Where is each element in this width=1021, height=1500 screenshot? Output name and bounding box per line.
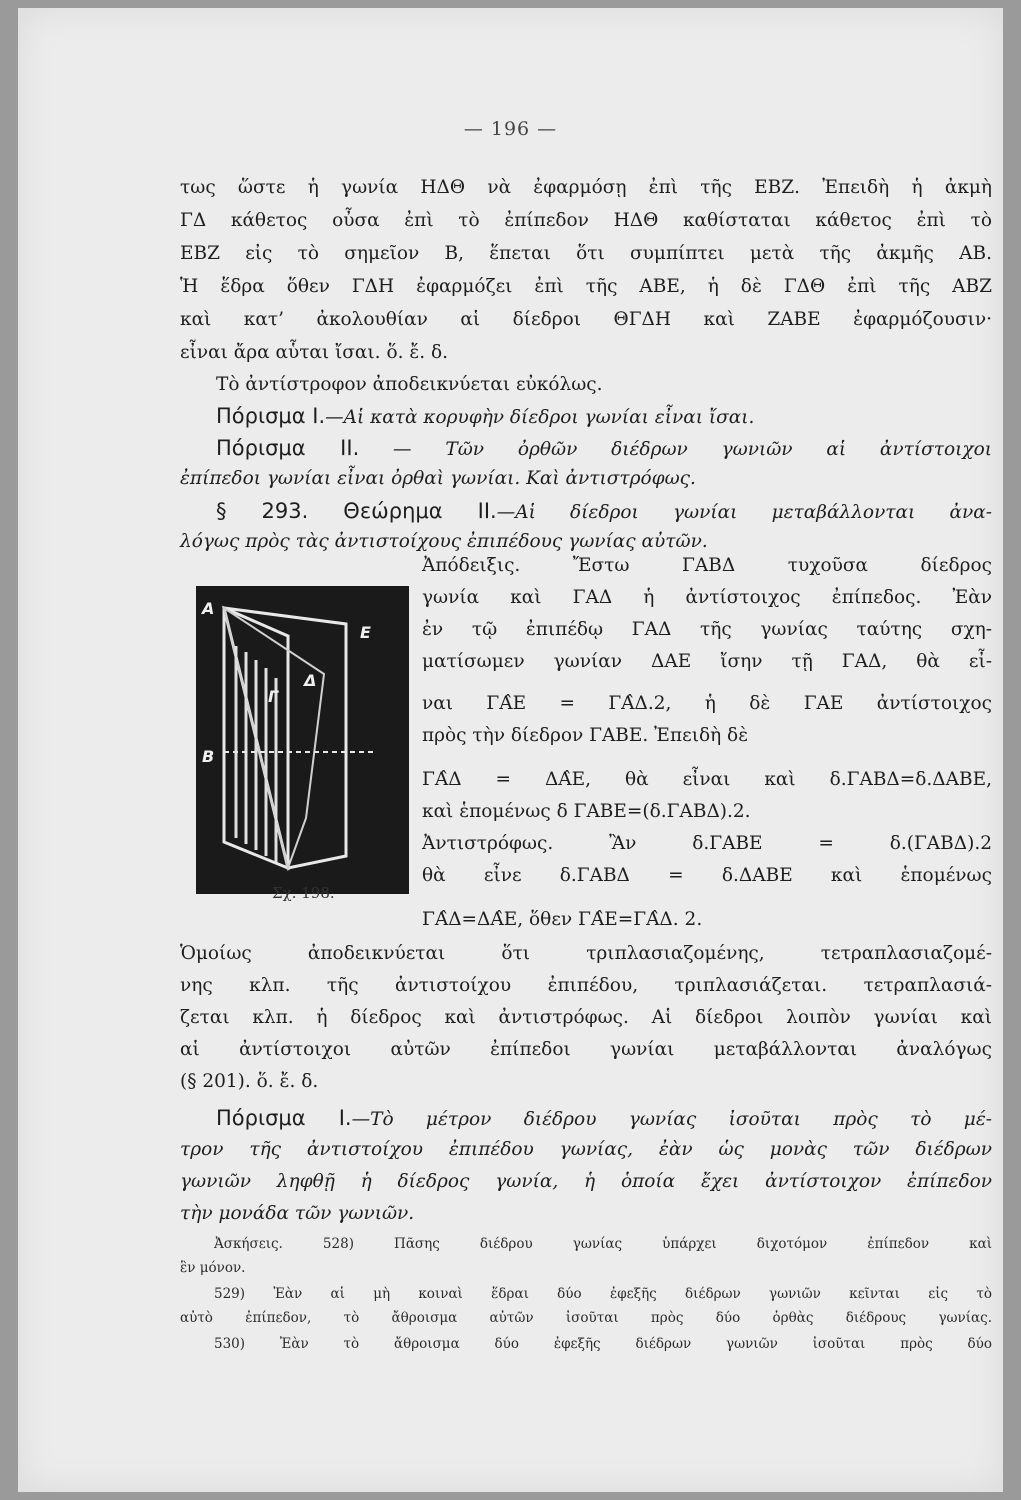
corollary-3-line4: τὴν μονάδα τῶν γωνιῶν. (180, 1203, 415, 1224)
exercise-line: ἓν μόνον. (180, 1260, 246, 1276)
exercise-line: 530) Ἐὰν τὸ ἄθροισμα δύο ἐφεξῆς διέδρων γωνιῶν ἰσοῦται πρὸς δύο (214, 1336, 992, 1352)
label-E: Ε (360, 623, 371, 642)
corollary-3-line2: τρον τῆς ἀντιστοίχου ἐπιπέδου γωνίας, ἐὰν ὡς μονὰς τῶν διέδρων (180, 1139, 992, 1160)
theorem-heading (216, 499, 992, 525)
label-Gamma: Γ (268, 687, 279, 706)
corollary-1 (216, 404, 992, 430)
text-line: ζεται κλπ. ἡ δίεδρος καὶ ἀντιστρόφως. Αἱ δίεδροι λοιπὸν γωνίαι καὶ (180, 1007, 992, 1028)
theorem-label: § 293. Θεώρημα ΙΙ. (216, 499, 497, 523)
label-A: Α (202, 599, 215, 618)
corollary-2-label: Πόρισμα ΙΙ. (216, 436, 360, 460)
text-line: καὶ κατ’ ἀκολουθίαν αἱ δίεδροι ΘΓΔΗ καὶ ΖΑΒΕ ἐφαρμόζουσιν· (180, 309, 992, 330)
text-line: ΕΒΖ εἰς τὸ σημεῖον Β, ἕπεται ὅτι συμπίπτει μετὰ τῆς ἀκμῆς ΑΒ. (180, 243, 992, 264)
proof-line: Ἀντιστρόφως. Ἂν δ.ΓΑΒΕ = δ.(ΓΑΒΔ).2 (422, 833, 992, 854)
proof-line: Ἀπόδειξις. Ἔστω ΓΑΒΔ τυχοῦσα δίεδρος (422, 555, 992, 576)
proof-line: ναι ΓΑ̂Ε = ΓΑ̂Δ.2, ἡ δὲ ΓΑΕ ἀντίστοιχος (422, 693, 992, 714)
text-line: εἶναι ἄρα αὗται ἴσαι. ὅ. ἔ. δ. (180, 342, 449, 363)
theorem-line1: —Αἱ δίεδροι γωνίαι μεταβάλλονται ἀνα- (496, 502, 993, 523)
proof-line: καὶ ἑπομένως δ ΓΑΒΕ=(δ.ΓΑΒΔ).2. (422, 801, 751, 822)
proof-line: ΓΑ̂Δ=ΔΑ̂Ε, ὅθεν ΓΑ̂Ε=ΓΑ̂Δ. 2. (422, 909, 703, 930)
proof-line: πρὸς τὴν δίεδρον ΓΑΒΕ. Ἐπειδὴ δὲ (422, 725, 749, 746)
proof-line: θὰ εἶνε δ.ΓΑΒΔ = δ.ΔΑΒΕ καὶ ἑπομένως (422, 865, 992, 886)
corollary-1-label: Πόρισμα Ι. (216, 404, 326, 428)
text-line: νης κλπ. τῆς ἀντιστοίχου ἐπιπέδου, τριπλασιάζεται. τετραπλασιά- (180, 975, 992, 996)
book-page (18, 8, 1003, 1492)
proof-line: γωνία καὶ ΓΑΔ ἡ ἀντίστοιχος ἐπίπεδος. Ἐὰν (422, 587, 992, 608)
label-Delta: Δ (304, 671, 317, 690)
corollary-3 (216, 1106, 992, 1132)
dihedral-angle-diagram (196, 586, 409, 894)
theorem-line2: λόγως πρὸς τὰς ἀντιστοίχους ἐπιπέδους γωνίας αὐτῶν. (180, 531, 708, 552)
text-line: Ὁμοίως ἀποδεικνύεται ὅτι τριπλασιαζομένης, τετραπλασιαζομέ- (180, 943, 992, 964)
corollary-3-label: Πόρισμα Ι. (216, 1106, 352, 1130)
text-line: τως ὥστε ἡ γωνία ΗΔΘ νὰ ἐφαρμόσῃ ἐπὶ τῆς ΕΒΖ. Ἐπειδὴ ἡ ἀκμὴ (180, 177, 992, 198)
exercise-line: αὐτὸ ἐπίπεδον, τὸ ἄθροισμα αὐτῶν ἰσοῦται πρὸς δύο ὀρθὰς διέδρους γωνίας. (180, 1310, 992, 1326)
text-line: (§ 201). ὅ. ἔ. δ. (180, 1071, 319, 1092)
text-line: Τὸ ἀντίστροφον ἀποδεικνύεται εὐκόλως. (216, 374, 603, 395)
text-line: ΓΔ κάθετος οὖσα ἐπὶ τὸ ἐπίπεδον ΗΔΘ καθίσταται κάθετος ἐπὶ τὸ (180, 210, 992, 231)
page-number: — 196 — (463, 118, 558, 140)
corollary-2-line2: ἐπίπεδοι γωνίαι εἶναι ὀρθαὶ γωνίαι. Καὶ ἀντιστρόφως. (180, 468, 696, 489)
proof-line: ΓΑ̂Δ = ΔΑ̂Ε, θὰ εἶναι καὶ δ.ΓΑΒΔ=δ.ΔΑΒΕ, (422, 769, 992, 790)
figure-198 (196, 586, 409, 894)
label-B: Β (202, 747, 215, 766)
figure-caption: Σχ. 198. (272, 884, 335, 902)
text-line: αἱ ἀντίστοιχοι αὐτῶν ἐπίπεδοι γωνίαι μεταβάλλονται ἀναλόγως (180, 1039, 992, 1060)
corollary-3-line3: γωνιῶν ληφθῇ ἡ δίεδρος γωνία, ἡ ὁποία ἔχει ἀντίστοιχον ἐπίπεδον (180, 1171, 992, 1192)
corollary-1-text: —Αἱ κατὰ κορυφὴν δίεδροι γωνίαι εἶναι ἴσαι. (325, 407, 755, 428)
corollary-2 (216, 436, 992, 462)
exercise-line: 529) Ἐὰν αἱ μὴ κοιναὶ ἕδραι δύο ἐφεξῆς διέδρων γωνιῶν κεῖνται εἰς τὸ (214, 1286, 992, 1302)
proof-line: ἐν τῷ ἐπιπέδῳ ΓΑΔ τῆς γωνίας ταύτης σχη- (422, 619, 992, 640)
corollary-3-line1: —Τὸ μέτρον διέδρου γωνίας ἰσοῦται πρὸς τὸ μέ- (351, 1109, 993, 1130)
proof-line: ματίσωμεν γωνίαν ΔΑΕ ἴσην τῇ ΓΑΔ, θὰ εἶ- (422, 651, 992, 672)
corollary-2-line1: — Τῶν ὀρθῶν διέδρων γωνιῶν αἱ ἀντίστοιχοι (359, 439, 992, 460)
exercise-line: Ἀσκήσεις. 528) Πᾶσης διέδρου γωνίας ὑπάρχει διχοτόμον ἐπίπεδον καὶ (214, 1236, 992, 1252)
text-line: Ἡ ἕδρα ὅθεν ΓΔΗ ἐφαρμόζει ἐπὶ τῆς ΑΒΕ, ἡ δὲ ΓΔΘ ἐπὶ τῆς ΑΒΖ (180, 276, 992, 297)
